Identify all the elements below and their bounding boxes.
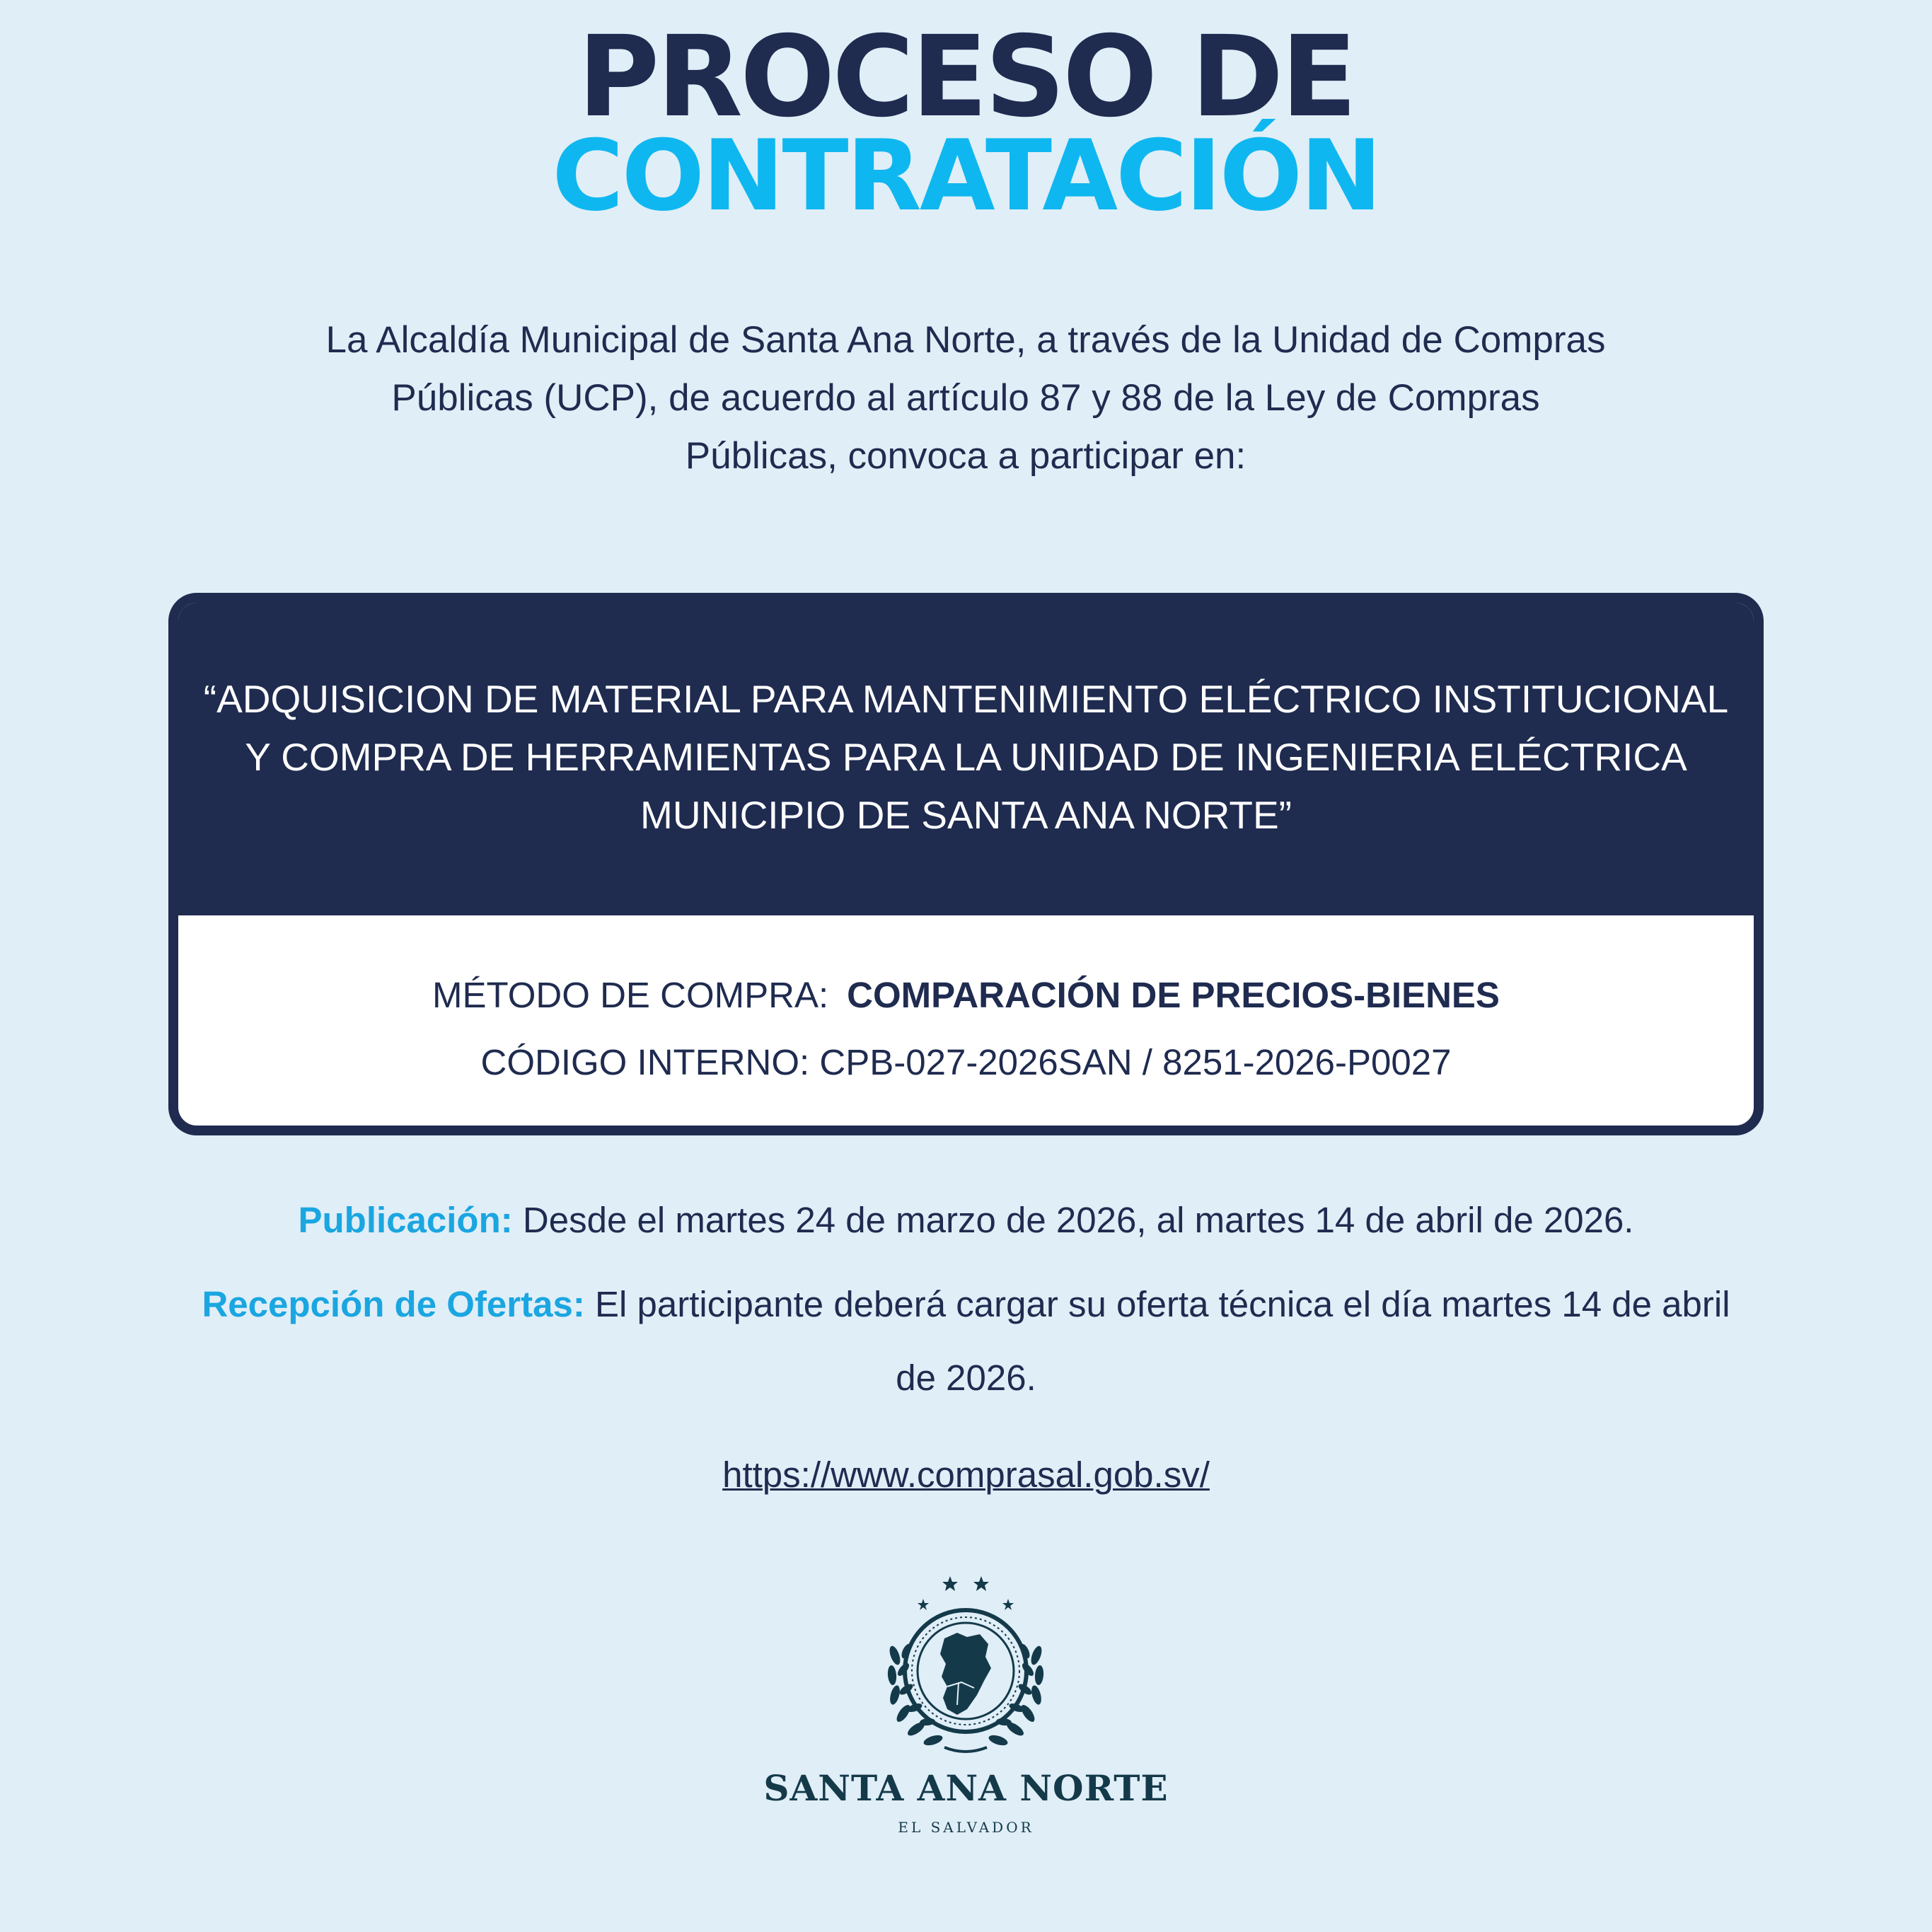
- purchase-method: [178, 971, 1754, 1020]
- process-card: [168, 593, 1764, 1135]
- page-title-line2: CONTRATACIÓN: [552, 119, 1380, 233]
- purchase-method-value: COMPARACIÓN DE PRECIOS-BIENES: [847, 975, 1500, 1015]
- comprasal-link-wrapper: [0, 1450, 1932, 1500]
- intro-paragraph: La Alcaldía Municipal de Santa Ana Norte, a través de la Unidad de Compras Públicas (UCP), de acuerdo al artículo 87 y 88 de la Ley de Compras Públicas, convoca a participar en:: [325, 319, 1606, 477]
- internal-code-value: CPB-027-2026SAN / 8251-2026-P0027: [819, 1042, 1452, 1082]
- page-title-line1: PROCESO DE: [577, 12, 1355, 142]
- logo-subtitle: EL SALVADOR: [898, 1819, 1034, 1836]
- purchase-method-label: MÉTODO DE COMPRA:: [432, 975, 829, 1015]
- process-title: “ADQUISICION DE MATERIAL PARA MANTENIMIENTO ELÉCTRICO INSTITUCIONAL Y COMPRA DE HERRAMIENTAS PARA LA UNIDAD DE INGENIERIA ELÉCTRICA MUNICIPIO DE SANTA ANA NORTE”: [203, 677, 1729, 837]
- reception-text: El participante deberá cargar su oferta técnica el día martes 14 de abril de 2026.: [594, 1284, 1730, 1398]
- publication-label: Publicación:: [298, 1200, 513, 1240]
- publication-line: [0, 1196, 1932, 1245]
- reception-line: [191, 1268, 1741, 1415]
- process-card-header: [178, 603, 1754, 915]
- publication-text: Desde el martes 24 de marzo de 2026, al martes 14 de abril de 2026.: [522, 1200, 1634, 1240]
- reception-label: Recepción de Ofertas:: [202, 1284, 585, 1324]
- logo-name: SANTA ANA NORTE: [763, 1767, 1169, 1809]
- internal-code: [178, 1038, 1754, 1087]
- internal-code-label: CÓDIGO INTERNO:: [480, 1042, 810, 1082]
- comprasal-link[interactable]: https://www.comprasal.gob.sv/: [722, 1454, 1210, 1495]
- municipal-seal-icon: [874, 1571, 1058, 1762]
